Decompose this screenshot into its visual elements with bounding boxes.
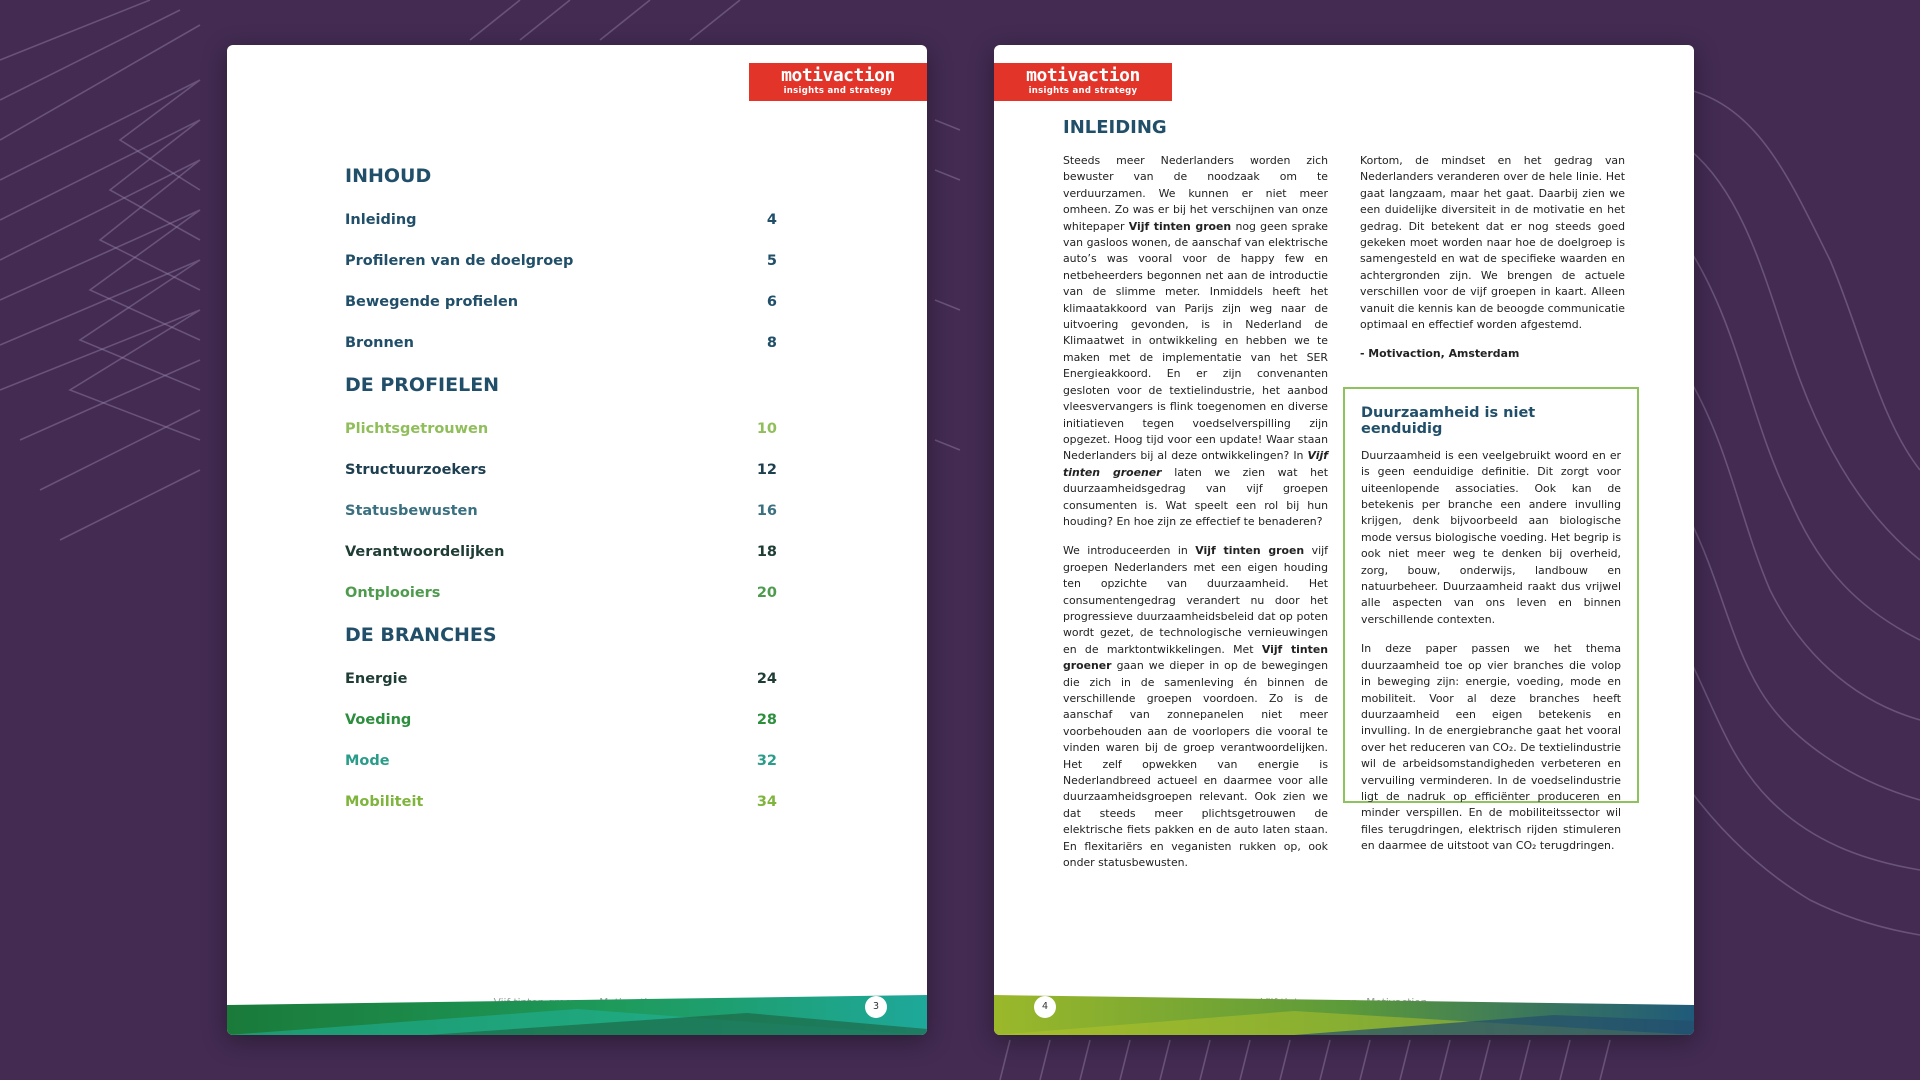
motivaction-logo xyxy=(749,63,927,101)
text-column-left xyxy=(1063,153,1328,884)
toc-item-page: 24 xyxy=(756,671,777,687)
toc-item[interactable] xyxy=(345,419,777,460)
toc-item-label: Bewegende profielen xyxy=(345,294,519,310)
toc-item[interactable] xyxy=(345,210,777,251)
toc-item-label: Ontplooiers xyxy=(345,585,441,601)
toc-item-page: 28 xyxy=(756,712,777,728)
toc-item-label: Mobiliteit xyxy=(345,794,424,810)
toc-item[interactable] xyxy=(345,751,777,792)
toc-item[interactable] xyxy=(345,710,777,751)
toc-item[interactable] xyxy=(345,669,777,710)
text-column-right xyxy=(1360,153,1625,363)
toc-item-page: 32 xyxy=(756,753,777,769)
toc-item[interactable] xyxy=(345,333,777,374)
toc-item[interactable] xyxy=(345,501,777,542)
toc-item[interactable] xyxy=(345,542,777,583)
logo-tagline: insights and strategy xyxy=(783,86,893,96)
toc-item-label: Bronnen xyxy=(345,335,414,351)
page-table-of-contents xyxy=(227,45,927,1035)
toc-item[interactable] xyxy=(345,583,777,624)
motivaction-logo xyxy=(994,63,1172,101)
toc-item-label: Verantwoordelijken xyxy=(345,544,505,560)
toc-item-page: 12 xyxy=(756,462,777,478)
logo-word: motivaction xyxy=(781,65,895,86)
paragraph: We introduceerden in Vijf tinten groen vijf groepen Nederlanders met een eigen houding ten opzichte van duurzaamheid. Het consumentengedrag verandert nu door het progressieve duurzaamheidsbeleid dat op poten wordt gezet, de technologische vernieuwingen en de marktontwikkelingen. Met Vijf tinten groener gaan we dieper in op de bewegingen die zich in de samenleving én binnen de verschillende groepen voordoen. Zo is de aanschaf van zonnepanelen niet meer voorbehouden aan de voorlopers die vooral te vinden waren bij de groep verantwoordelijken. Het zelf opwekken van energie is Nederlandbreed actueel en daarmee voor alle duurzaamheidsgroepen relevant. Ook zien we dat steeds meer plichtsgetrouwen de elektrische fiets pakken en de auto laten staan. En flexitariërs en veganisten rukken op, ook onder statusbewusten. xyxy=(1063,544,1328,870)
toc-item-label: Voeding xyxy=(345,712,412,728)
toc-item-label: Statusbewusten xyxy=(345,503,478,519)
page-number: 4 xyxy=(1034,996,1056,1018)
info-box-paragraph: In deze paper passen we het thema duurzaamheid toe op vier branches die volop in beweging zijn: energie, voeding, mode en mobiliteit. Voor al deze branches heeft duurzaamheid een eigen betekenis en invulling. In de energiebranche gaat het vooral over het reduceren van CO₂. De textielindustrie wil de arbeidsomstandigheden verbeteren en vervuiling verminderen. In de voedselindustrie ligt de nadruk op efficiënter produceren en minder verspillen. En de mobiliteitssector wil files terugdringen, elektrisch rijden stimuleren en daarmee de uitstoot van CO₂ terugdringen. xyxy=(1361,642,1621,853)
toc-item-label: Profileren van de doelgroep xyxy=(345,253,574,269)
toc-heading: DE PROFIELEN xyxy=(345,374,500,396)
info-box-title: Duurzaamheid is niet eenduidig xyxy=(1361,405,1536,438)
page-title: INLEIDING xyxy=(1063,117,1167,138)
info-box xyxy=(1343,387,1639,853)
toc-item[interactable] xyxy=(345,460,777,501)
toc-item-label: Mode xyxy=(345,753,390,769)
page-number: 3 xyxy=(865,996,887,1018)
footer-wave-decoration xyxy=(227,995,927,1035)
toc-item-page: 5 xyxy=(766,253,777,269)
toc-item-page: 10 xyxy=(756,421,777,437)
toc-item[interactable] xyxy=(345,251,777,292)
toc-item-page: 34 xyxy=(756,794,777,810)
toc-item-label: Structuurzoekers xyxy=(345,462,487,478)
logo-word: motivaction xyxy=(1026,65,1140,86)
toc-item-page: 20 xyxy=(756,585,777,601)
toc-item-page: 8 xyxy=(766,335,777,351)
toc-heading: INHOUD xyxy=(345,165,432,187)
toc-item-label: Energie xyxy=(345,671,408,687)
logo-tagline: insights and strategy xyxy=(1028,86,1138,96)
footer-wave-decoration xyxy=(994,995,1694,1035)
paragraph: Steeds meer Nederlanders worden zich bewuster van de noodzaak om te verduurzamen. We kunnen er niet meer omheen. Zo was er bij het verschijnen van onze whitepaper Vijf tinten groen nog geen sprake van gasloos wonen, de aanschaf van elektrische auto’s was vooral voor de happy few en netbeheerders begonnen net aan de introductie van de slimme meter. Inmiddels heeft het klimaatakkoord van Parijs zijn weg naar de uitvoering gevonden, is in Nederland de Klimaatwet in ontwikkeling en hebben we te maken met de implementatie van het SER Energieakkoord. En er zijn convenanten gesloten voor de textielindustrie, het aanbod vleesvervangers is flink toegenomen en diverse initiatieven tegen voedselverspilling zijn opgezet. Hoog tijd voor een update! Waar staan Nederlanders bij al deze ontwikkelingen? In Vijf tinten groener laten we zien wat het duurzaamheidsgedrag van vijf groepen consumenten is. Wat speelt een rol bij hun houding? En hoe zijn ze effectief te benaderen? xyxy=(1063,154,1329,528)
toc-item-page: 16 xyxy=(756,503,777,519)
toc-item-page: 6 xyxy=(766,294,777,310)
toc-item-label: Plichtsgetrouwen xyxy=(345,421,489,437)
toc-item[interactable] xyxy=(345,792,777,833)
toc-heading: DE BRANCHES xyxy=(345,624,497,646)
info-box-paragraph: Duurzaamheid is een veelgebruikt woord en er is geen eenduidige definitie. Dit zorgt voor uiteenlopende associaties. Ook kan de betekenis per branche een andere invulling krijgen, denk bijvoorbeeld aan biologische mode versus biologische voeding. Het begrip is ook niet meer weg te denken bij overheid, zorg, bouw, onderwijs, landbouw en natuurbeheer. Duurzaamheid raakt dus vrijwel alle aspecten van ons leven en binnen verschillende contexten. xyxy=(1361,448,1621,626)
table-of-contents xyxy=(345,165,777,833)
toc-item[interactable] xyxy=(345,292,777,333)
toc-item-page: 4 xyxy=(766,212,777,228)
toc-item-label: Inleiding xyxy=(345,212,417,228)
page-introduction xyxy=(994,45,1694,1035)
signature: - Motivaction, Amsterdam xyxy=(1360,347,1520,361)
paragraph: Kortom, de mindset en het gedrag van Nederlanders veranderen over de hele linie. Het gaat langzaam, maar het gaat. Daarbij zien we een duidelijke diversiteit in de motivatie en het gedrag. Dit betekent dat er nog steeds goed gekeken moet worden naar hoe de doelgroep is samengesteld en wat de specifieke waarden en achtergronden zijn. We brengen de actuele verschillen voor de vijf groepen in kaart. Alleen vanuit die kennis kan de beoogde communicatie optimaal en effectief worden afgestemd. xyxy=(1360,154,1625,332)
toc-item-page: 18 xyxy=(756,544,777,560)
